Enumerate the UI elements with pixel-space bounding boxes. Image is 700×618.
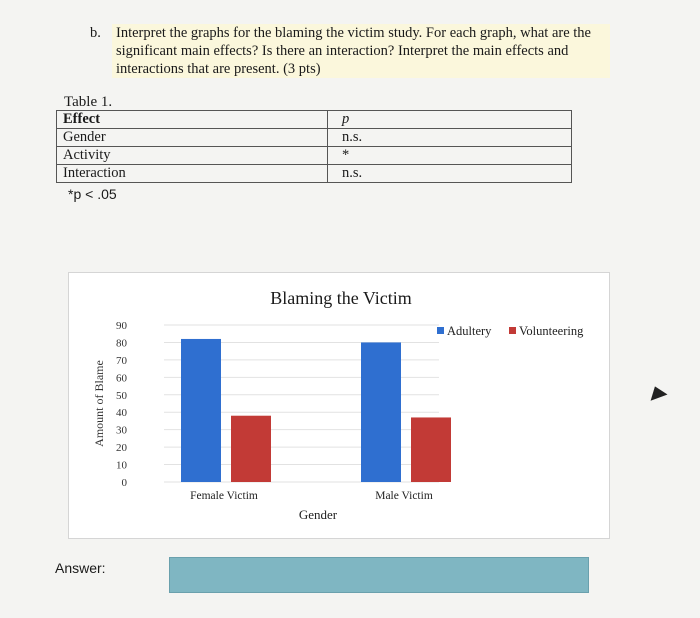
effects-table xyxy=(56,110,572,183)
bar-adultery-female-victim xyxy=(181,339,221,482)
table-header-p: p xyxy=(328,111,572,129)
x-axis-label: Gender xyxy=(298,507,338,522)
x-tick-label: Male Victim xyxy=(375,490,433,502)
y-tick-label: 60 xyxy=(116,372,127,385)
legend-swatch-volunteering xyxy=(509,327,516,334)
y-tick-label: 50 xyxy=(116,389,127,402)
table-cell-p: * xyxy=(328,147,572,165)
table-footnote: *p < .05 xyxy=(68,186,117,202)
legend-label-adultery: Adultery xyxy=(447,324,492,338)
table-row xyxy=(57,129,572,147)
chart-title: Blaming the Victim xyxy=(270,288,412,308)
chart-container xyxy=(68,272,610,539)
table-header-effect: Effect xyxy=(57,111,328,129)
answer-label: Answer: xyxy=(55,560,106,576)
y-tick-label: 40 xyxy=(116,407,127,420)
bar-volunteering-male-victim xyxy=(411,417,451,482)
table-cell-p: n.s. xyxy=(328,129,572,147)
legend-label-volunteering: Volunteering xyxy=(519,324,584,338)
y-tick-label: 80 xyxy=(116,337,127,350)
y-axis-label: Amount of Blame xyxy=(92,360,106,447)
question-number: b. xyxy=(90,25,101,41)
table-cell-effect: Activity xyxy=(57,147,328,165)
legend-swatch-adultery xyxy=(437,327,444,334)
y-tick-label: 70 xyxy=(116,354,127,367)
bar-chart xyxy=(69,273,609,538)
table-cell-effect: Gender xyxy=(57,129,328,147)
table-header-row xyxy=(57,111,572,129)
table-row xyxy=(57,147,572,165)
y-tick-label: 30 xyxy=(116,424,127,437)
x-tick-label: Female Victim xyxy=(190,490,258,502)
question-text: Interpret the graphs for the blaming the victim study. For each graph, what are the significant main effects? Is there an interaction? Interpret the main effects and interactions that are present. (3 pts) xyxy=(112,24,610,78)
bar-adultery-male-victim xyxy=(361,342,401,482)
y-tick-label: 20 xyxy=(116,442,127,455)
y-tick-label: 0 xyxy=(121,477,127,489)
answer-input[interactable] xyxy=(169,557,589,593)
table-cell-effect: Interaction xyxy=(57,165,328,183)
table-cell-p: n.s. xyxy=(328,165,572,183)
y-tick-label: 90 xyxy=(116,320,127,332)
bar-volunteering-female-victim xyxy=(231,416,271,482)
table-row xyxy=(57,165,572,183)
mouse-cursor-icon xyxy=(646,383,667,400)
table-caption: Table 1. xyxy=(64,94,113,110)
y-tick-label: 10 xyxy=(116,459,127,472)
